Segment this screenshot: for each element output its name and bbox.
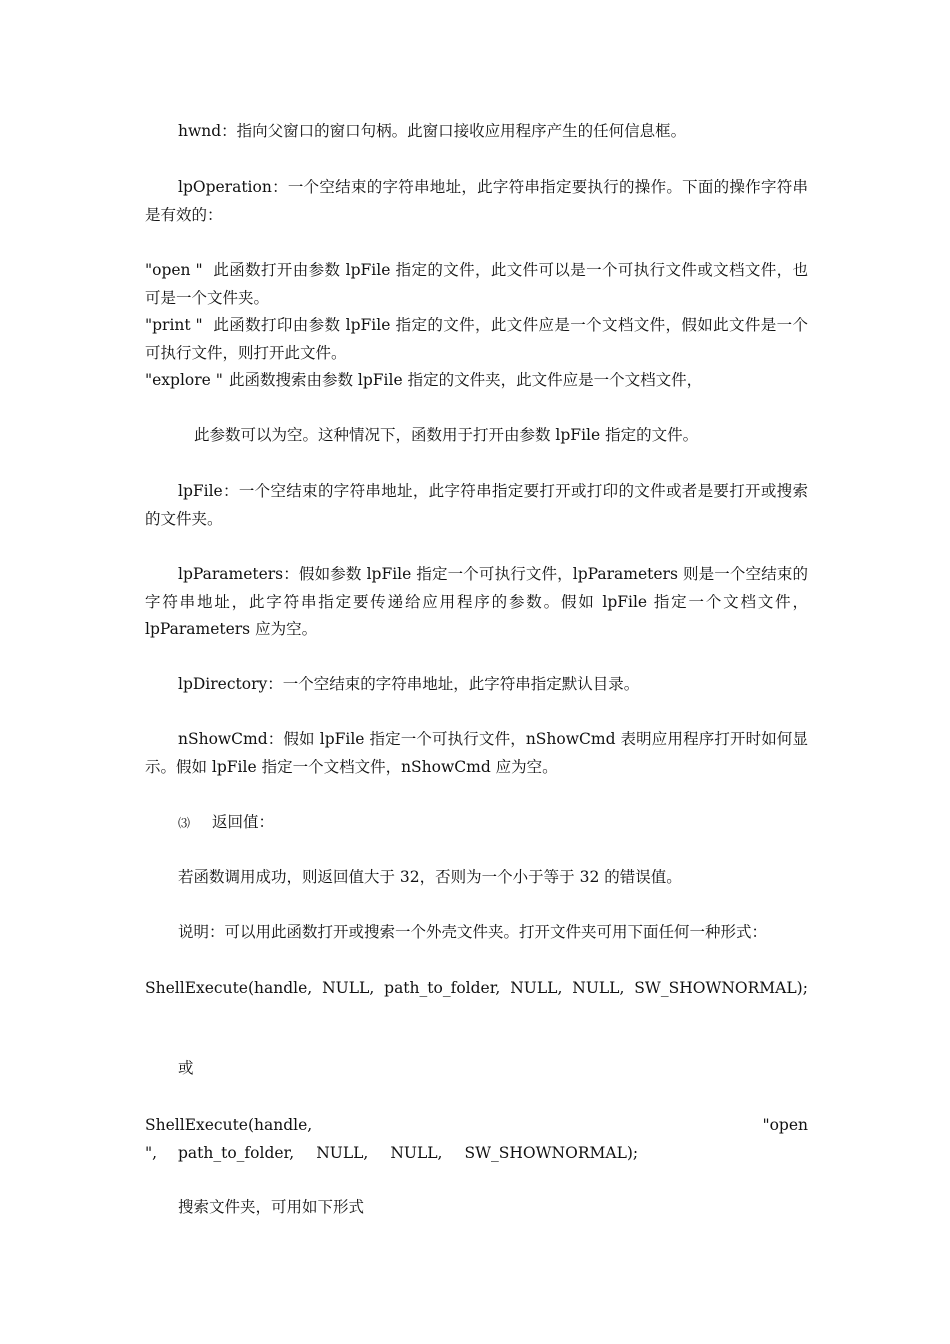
paragraph-lpparameters: lpParameters：假如参数 lpFile 指定一个可执行文件，lpParameters 则是一个空结束的字符串地址，此字符串指定要传递给应用程序的参数。假如 lpFile 指定一个文档文件，lpParameters 应为空。 [145,565,808,638]
operation-open-description: 此函数打开由参数 lpFile 指定的文件，此文件可以是一个可执行文件或文档文件，也可是一个文件夹。 [145,261,808,307]
operation-explore [145,367,808,395]
code-token: SW_SHOWNORMAL); [634,979,808,997]
code-token: path_to_folder, [384,979,501,997]
code-token: path_to_folder, [178,1144,295,1162]
code-token: SW_SHOWNORMAL); [464,1144,639,1162]
paragraph-return: 若函数调用成功，则返回值大于 32，否则为一个小于等于 32 的错误值。 [178,868,682,886]
return-label: 返回值： [212,813,275,831]
code-line-1 [145,975,808,1002]
code-token: NULL, [572,979,625,997]
code-token: NULL, [390,1144,443,1162]
paragraph-hwnd: hwnd：指向父窗口的窗口句柄。此窗口接收应用程序产生的任何信息框。 [178,122,687,140]
operation-print-description: 此函数打印由参数 lpFile 指定的文件，此文件应是一个文档文件，假如此文件是一个可执行文件，则打开此文件。 [145,316,808,362]
code-token: ShellExecute(handle, [145,979,313,997]
code-line-3 [145,1140,808,1167]
paragraph-empty-param: 此参数可以为空。这种情况下，函数用于打开由参数 lpFile 指定的文件。 [194,426,699,444]
return-number: ⑶ [178,816,191,830]
code-token: ", [145,1144,158,1162]
paragraph-lpdirectory: lpDirectory：一个空结束的字符串地址，此字符串指定默认目录。 [178,675,640,693]
paragraph-search: 搜索文件夹，可用如下形式 [178,1198,365,1216]
paragraph-or: 或 [178,1059,194,1077]
code-token: NULL, [510,979,563,997]
operation-open-keyword: "open " [145,261,203,279]
operation-open [145,257,808,312]
code-token: NULL, [322,979,375,997]
operation-explore-description: 此函数搜索由参数 lpFile 指定的文件夹，此文件应是一个文档文件， [229,371,703,389]
code-line-2 [145,1112,808,1139]
code-token: ShellExecute(handle, [145,1116,313,1134]
paragraph-lpfile: lpFile：一个空结束的字符串地址，此字符串指定要打开或打印的文件或者是要打开或搜索的文件夹。 [145,482,808,528]
operation-print-keyword: "print " [145,316,203,334]
paragraph-nshowcmd: nShowCmd：假如 lpFile 指定一个可执行文件，nShowCmd 表明应用程序打开时如何显示。假如 lpFile 指定一个文档文件，nShowCmd 应为空。 [145,730,808,776]
operation-print [145,312,808,367]
operation-explore-keyword: "explore " [145,371,223,389]
paragraph-lpoperation: lpOperation：一个空结束的字符串地址，此字符串指定要执行的操作。下面的操作字符串是有效的： [145,178,808,224]
code-token: "open [762,1116,808,1134]
code-token: NULL, [316,1144,369,1162]
return-value-heading [178,809,808,838]
paragraph-note: 说明：可以用此函数打开或搜索一个外壳文件夹。打开文件夹可用下面任何一种形式： [178,923,768,941]
